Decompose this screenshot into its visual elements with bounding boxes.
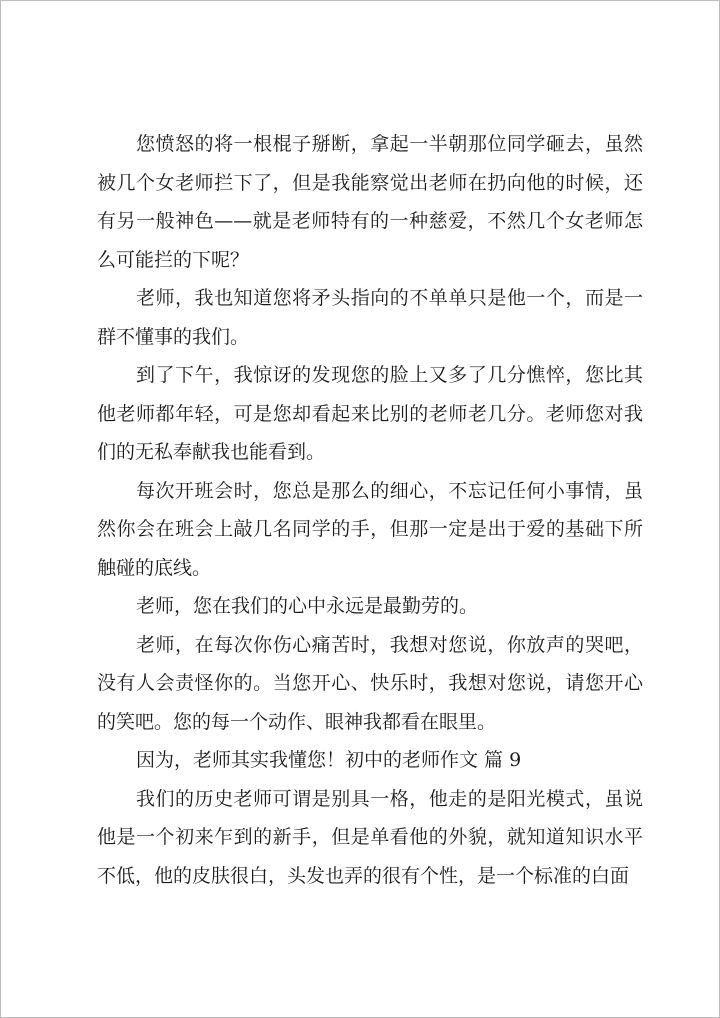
paragraph: 老师，我也知道您将矛头指向的不单单只是他一个，而是一群不懂事的我们。 bbox=[97, 287, 643, 348]
paragraph: 老师，在每次你伤心痛苦时，我想对您说，你放声的哭吧，没有人会责怪你的。当您开心、快乐时，我想对您说，请您开心的笑吧。您的每一个动作、眼神我都看在眼里。 bbox=[97, 633, 643, 733]
paragraph: 我们的历史老师可谓是别具一格，他走的是阳光模式，虽说他是一个初来乍到的新手，但是单看他的外貌，就知道知识水平不低，他的皮肤很白，头发也弄的很有个性，是一个标准的白面 bbox=[97, 787, 643, 887]
section-heading: 因为，老师其实我懂您！初中的老师作文 篇 9 bbox=[136, 749, 522, 771]
paragraph: 每次开班会时，您总是那么的细心，不忘记任何小事情，虽然你会在班会上敲几名同学的手，但那一定是出于爱的基础下所触碰的底线。 bbox=[97, 479, 643, 579]
paragraph: 您愤怒的将一根棍子掰断，拿起一半朝那位同学砸去，虽然被几个女老师拦下了，但是我能察觉出老师在扔向他的时候，还有另一般神色——就是老师特有的一种慈爱，不然几个女老师怎么可能拦的下呢？ bbox=[97, 133, 643, 271]
paragraph: 老师，您在我们的心中永远是最勤劳的。 bbox=[136, 595, 479, 617]
paragraph: 到了下午，我惊讶的发现您的脸上又多了几分憔悴，您比其他老师都年轻，可是您却看起来比别的老师老几分。老师您对我们的无私奉献我也能看到。 bbox=[97, 364, 643, 463]
document-body bbox=[97, 125, 643, 895]
